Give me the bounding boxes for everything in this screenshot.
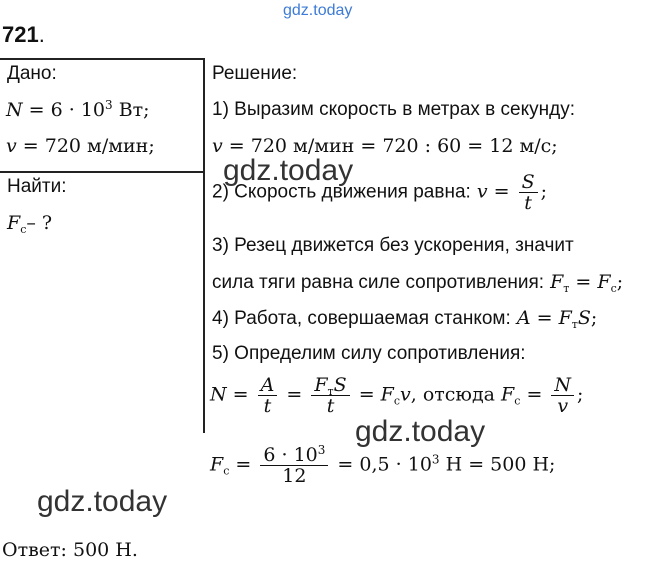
given-speed: v = 720 м/мин; [6,135,155,157]
answer: Ответ: 500 Н. [2,539,138,561]
solution-step1-formula: v = 720 м/мин = 720 : 60 = 12 м/с; [212,135,558,157]
given-power: $N = 6 \cdot 10^3$ Вт; [6,98,150,121]
find-force: $F_c-$ ? [7,212,53,236]
given-heading: Дано: [7,63,57,84]
find-heading: Найти: [7,176,67,197]
watermark: gdz.today [37,485,168,518]
solution-step3-line1: 3) Резец движется без ускорения, значит [212,235,574,256]
given-solution-divider [203,58,205,433]
solution-step1: 1) Выразим скорость в метрах в секунду: [212,99,576,120]
watermark: gdz.today [223,154,354,187]
given-find-divider [0,171,204,173]
watermark: gdz.today [355,415,486,448]
solution-step2: 2) Скорость движения равна: v = $\frac{S}{t}$ ; [212,171,548,214]
solution-heading: Решение: [212,63,298,84]
given-top-line [0,58,204,60]
solution-step5: 5) Определим силу сопротивления: [212,343,526,364]
solution-step4: 4) Работа, совершаемая станком: $A = F_тS$; [212,307,598,331]
solution-calculation: $F_c$ = $\frac{6 \cdot 10^3}{12}$ = $0,5 \cdot 10^3$ Н = 500 Н; [210,443,556,487]
solution-step3-line2: сила тяги равна силе сопротивления: $F_т = F_c$; [212,271,624,295]
solution-power-formula: N = $\frac{A}{t}$ = $\frac{F_тS}{t}$ = $F_cv$, отсюда $F_c$ = $\frac{N}{v}$ ; [210,374,584,417]
watermark-top: gdz.today [283,2,353,19]
problem-number: 721. [2,22,45,47]
